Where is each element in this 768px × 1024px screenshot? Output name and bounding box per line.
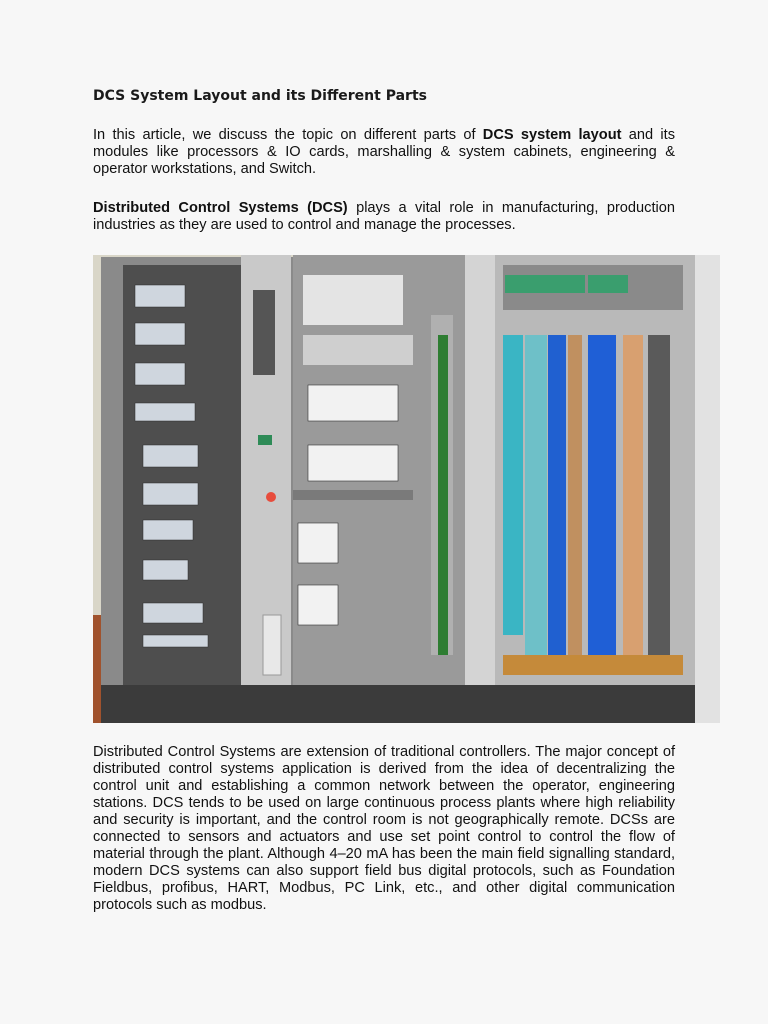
dcs-cabinets-photo	[93, 255, 720, 723]
intro-text-after: and its modules like processors & IO cards, marshalling & system cabinets, engineering & operator workstations, and Switch.	[93, 127, 675, 177]
definition-bold-term: Distributed Control Systems (DCS)	[93, 200, 348, 216]
intro-text-before: In this article, we discuss the topic on different parts of	[93, 127, 483, 143]
intro-paragraph	[93, 127, 675, 178]
center-cabinet-door	[465, 255, 495, 723]
definition-paragraph	[93, 200, 675, 234]
document-title: DCS System Layout and its Different Parts	[93, 88, 427, 104]
body-paragraph: Distributed Control Systems are extension of traditional controllers. The major concept of distributed control systems application is derived from the idea of decentralizing the control unit and establishing a common network between the operator, engineering stations. DCS tends to be used on large continuous process plants where high reliability and security is important, and the control room is not geographically remote. DCSs are connected to sensors and actuators and use set point control to control the flow of material through the plant. Although 4–20 mA has been the main field signalling standard, modern DCS systems can also support field bus digital protocols, such as Foundation Fieldbus, profibus, HART, Modbus, PC Link, etc., and other digital communication protocols such as modbus.	[93, 744, 675, 913]
definition-text-after: plays a vital role in manufacturing, production industries as they are used to control and manage the processes.	[93, 200, 675, 233]
intro-bold-term: DCS system layout	[482, 127, 622, 143]
right-cabinet-door	[695, 255, 720, 723]
cabinet-illustration	[93, 255, 720, 723]
